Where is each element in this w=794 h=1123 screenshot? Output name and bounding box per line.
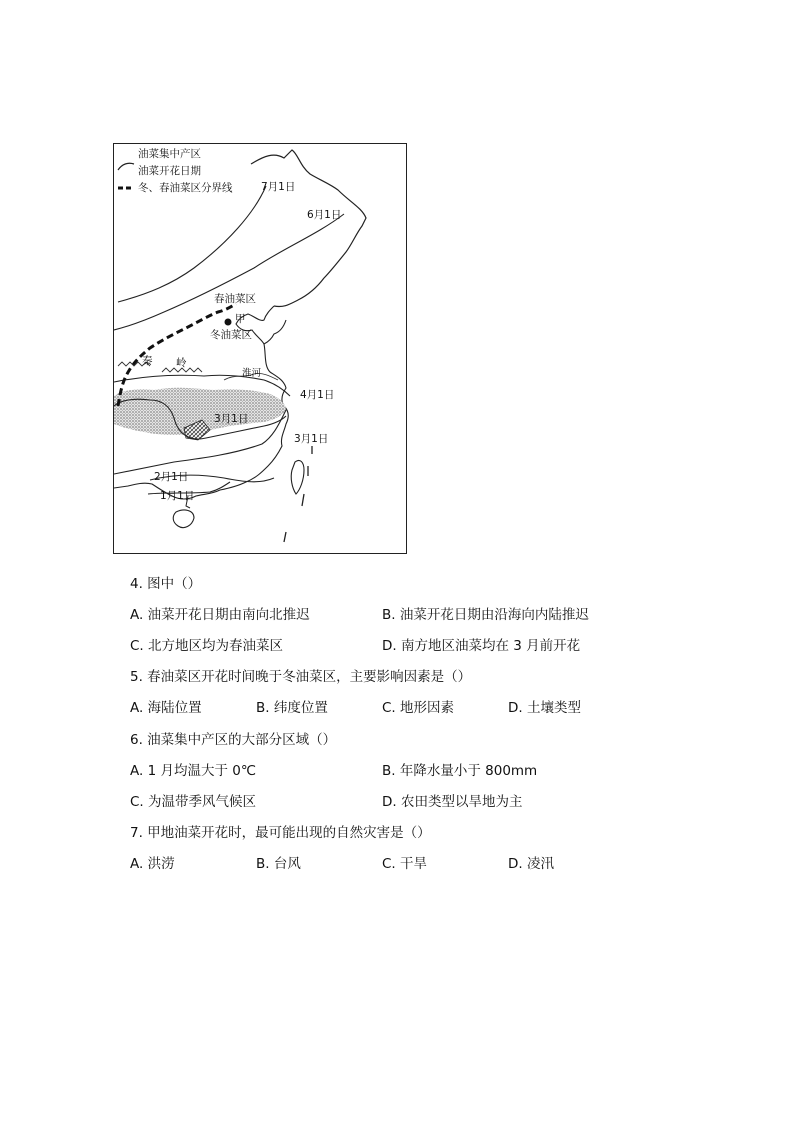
option-a[interactable]: A. 洪涝 bbox=[130, 856, 175, 872]
label-qin: 秦 bbox=[142, 355, 153, 367]
map-legend bbox=[118, 147, 233, 194]
label-jan1: 1月1日 bbox=[160, 490, 195, 502]
label-spring-zone: 春油菜区 bbox=[214, 293, 256, 305]
option-d[interactable]: D. 南方地区油菜均在 3 月前开花 bbox=[382, 638, 581, 654]
option-c[interactable]: C. 干旱 bbox=[382, 856, 428, 872]
hainan-island bbox=[173, 510, 194, 528]
option-b[interactable]: B. 油菜开花日期由沿海向内陆推迟 bbox=[382, 607, 589, 623]
rapeseed-map bbox=[113, 143, 407, 554]
option-b[interactable]: B. 台风 bbox=[256, 856, 301, 872]
map-drawing bbox=[114, 144, 406, 553]
isoline-jul1 bbox=[118, 186, 266, 302]
option-c[interactable]: C. 地形因素 bbox=[382, 700, 455, 716]
option-d[interactable]: D. 凌汛 bbox=[508, 856, 554, 872]
northeast-coast bbox=[251, 150, 366, 307]
legend-label-production: 油菜集中产区 bbox=[138, 148, 201, 160]
point-jia-marker bbox=[225, 319, 232, 326]
option-b[interactable]: B. 纬度位置 bbox=[256, 700, 328, 716]
legend-label-isoline: 油菜开花日期 bbox=[138, 165, 201, 177]
label-mar1-center: 3月1日 bbox=[214, 413, 249, 425]
label-ling: 岭 bbox=[176, 357, 187, 369]
label-jun1: 6月1日 bbox=[307, 209, 342, 221]
question-stem: 6. 油菜集中产区的大部分区域（） bbox=[130, 732, 337, 748]
option-a[interactable]: A. 1 月均温大于 0℃ bbox=[130, 763, 257, 779]
option-a[interactable]: A. 油菜开花日期由南向北推迟 bbox=[130, 607, 310, 623]
label-jul1: 7月1日 bbox=[261, 181, 296, 193]
question-stem: 5. 春油菜区开花时间晚于冬油菜区，主要影响因素是（） bbox=[130, 669, 472, 685]
option-a[interactable]: A. 海陆位置 bbox=[130, 700, 202, 716]
label-huaihe: 淮河 bbox=[242, 368, 262, 379]
option-b[interactable]: B. 年降水量小于 800mm bbox=[382, 763, 538, 779]
question-stem: 7. 甲地油菜开花时，最可能出现的自然灾害是（） bbox=[130, 825, 431, 841]
option-d[interactable]: D. 农田类型以旱地为主 bbox=[382, 794, 523, 810]
option-d[interactable]: D. 土壤类型 bbox=[508, 700, 581, 716]
label-apr1: 4月1日 bbox=[300, 389, 335, 401]
legend-label-boundary: 冬、春油菜区分界线 bbox=[138, 182, 233, 194]
label-feb1: 2月1日 bbox=[154, 471, 189, 483]
question-stem: 4. 图中（） bbox=[130, 576, 202, 592]
option-c[interactable]: C. 为温带季风气候区 bbox=[130, 794, 257, 810]
option-c[interactable]: C. 北方地区均为春油菜区 bbox=[130, 638, 284, 654]
legend-isoline-icon bbox=[118, 163, 134, 170]
isoline-jun1 bbox=[114, 214, 344, 330]
label-mar1-east: 3月1日 bbox=[294, 433, 329, 445]
label-winter-zone: 冬油菜区 bbox=[210, 329, 252, 341]
taiwan-island bbox=[291, 460, 304, 494]
label-point-jia: 甲 bbox=[235, 313, 246, 325]
